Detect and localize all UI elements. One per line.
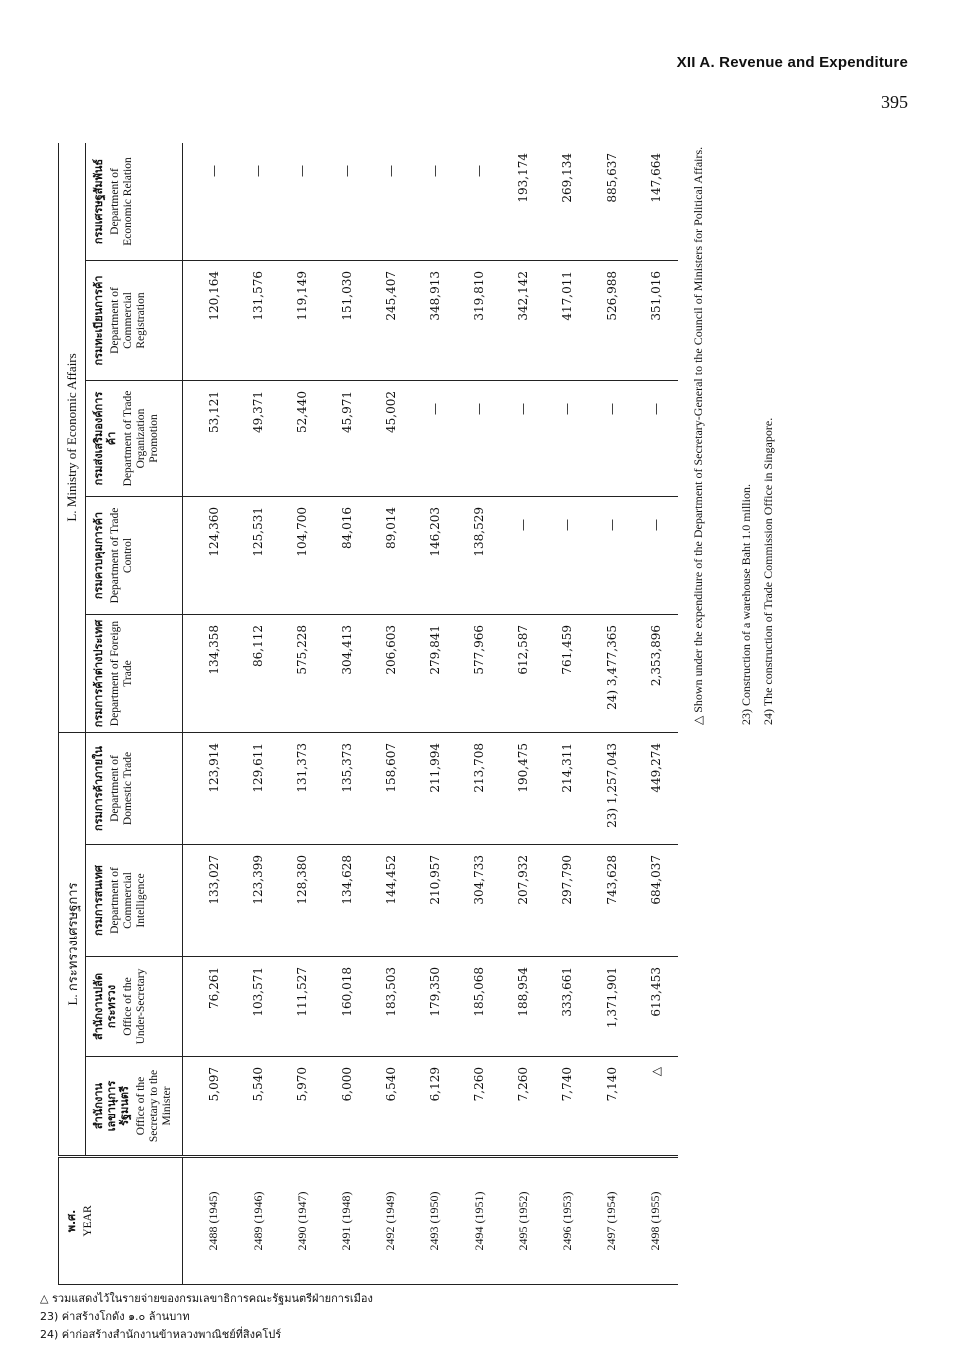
value-cell: 245,407 xyxy=(369,261,413,381)
col-thai-2: สำนักงานปลัดกระทรวง xyxy=(92,973,118,1041)
value-cell: 158,607 xyxy=(369,733,413,845)
value-cell: 6,000 xyxy=(324,1057,368,1157)
value-cell: 2,353,896 xyxy=(634,615,678,733)
col-header-7 xyxy=(86,381,183,497)
value-cell: 885,637 xyxy=(590,143,634,261)
value-cell: — xyxy=(369,143,413,261)
note-th-24: 24) ค่าก่อสร้างสำนักงานข้าหลวงพาณิชย์ที่สิงคโปร์ xyxy=(40,1328,282,1341)
col-header-3 xyxy=(86,845,183,957)
value-cell: 449,274 xyxy=(634,733,678,845)
year-cell: 2488 (1945) xyxy=(183,1157,237,1285)
value-cell: 89,014 xyxy=(369,497,413,615)
value-cell: 147,664 xyxy=(634,143,678,261)
value-cell: 151,030 xyxy=(324,261,368,381)
value-cell: 319,810 xyxy=(457,261,501,381)
value-cell: 210,957 xyxy=(413,845,457,957)
table-row xyxy=(324,143,368,1285)
col-english-6: Department of Trade Control xyxy=(109,507,134,604)
col-thai-8: กรมทะเบียนการค้า xyxy=(92,275,105,366)
col-thai-3: กรมการสนเทศ xyxy=(92,865,105,936)
value-cell: — xyxy=(183,143,237,261)
value-cell: 213,708 xyxy=(457,733,501,845)
value-cell: 5,970 xyxy=(280,1057,324,1157)
value-cell: 743,628 xyxy=(590,845,634,957)
value-cell: 86,112 xyxy=(236,615,280,733)
ministry-header-english: L. Ministry of Economic Affairs xyxy=(59,143,86,733)
value-cell: 348,913 xyxy=(413,261,457,381)
value-cell: 193,174 xyxy=(501,143,545,261)
value-cell: — xyxy=(413,381,457,497)
value-cell: 125,531 xyxy=(236,497,280,615)
value-cell: 53,121 xyxy=(183,381,237,497)
value-cell: — xyxy=(457,143,501,261)
thai-notes xyxy=(40,1290,680,1344)
value-cell: 612,587 xyxy=(501,615,545,733)
value-cell: 575,228 xyxy=(280,615,324,733)
col-header-1 xyxy=(86,1057,183,1157)
value-cell: 135,373 xyxy=(324,733,368,845)
value-cell: 211,994 xyxy=(413,733,457,845)
table-row xyxy=(634,143,678,1285)
rotated-table xyxy=(58,143,678,1285)
value-cell: 417,011 xyxy=(545,261,589,381)
value-cell: 279,841 xyxy=(413,615,457,733)
value-cell: 6,129 xyxy=(413,1057,457,1157)
col-english-3: Department of Commercial Intelligence xyxy=(109,867,147,934)
value-cell: 613,453 xyxy=(634,957,678,1057)
note-th-triangle: △ รวมแสดงไว้ในรายจ่ายของกรมเลขาธิการคณะรัฐมนตรีฝ่ายการเมือง xyxy=(40,1292,373,1305)
value-cell: 342,142 xyxy=(501,261,545,381)
value-cell: 185,068 xyxy=(457,957,501,1057)
value-cell: 120,164 xyxy=(183,261,237,381)
page-number: 395 xyxy=(881,92,908,112)
value-cell: 124,360 xyxy=(183,497,237,615)
value-cell: — xyxy=(236,143,280,261)
note-en-triangle: △ Shown under the expenditure of the Department of Secretary-General to the Council of Ministers for Political Affairs. xyxy=(691,146,705,725)
value-cell: 49,371 xyxy=(236,381,280,497)
col-thai-9: กรมเศรษฐสัมพันธ์ xyxy=(92,158,105,245)
value-cell: — xyxy=(590,381,634,497)
col-header-2 xyxy=(86,957,183,1057)
year-cell: 2495 (1952) xyxy=(501,1157,545,1285)
value-cell: 188,954 xyxy=(501,957,545,1057)
year-cell: 2494 (1951) xyxy=(457,1157,501,1285)
header-title: XII A. Revenue and Expenditure xyxy=(676,54,908,71)
ministry-header-thai: L. กระทรวงเศรษฐการ xyxy=(59,733,86,1157)
value-cell: 304,413 xyxy=(324,615,368,733)
value-cell: 84,016 xyxy=(324,497,368,615)
table-row xyxy=(413,143,457,1285)
table-row xyxy=(457,143,501,1285)
value-cell: 183,503 xyxy=(369,957,413,1057)
value-cell: 160,018 xyxy=(324,957,368,1057)
value-cell: 207,932 xyxy=(501,845,545,957)
year-header xyxy=(59,1157,183,1285)
table-row xyxy=(590,143,634,1285)
value-cell: 146,203 xyxy=(413,497,457,615)
col-thai-5: กรมการค้าต่างประเทศ xyxy=(92,619,105,728)
value-cell: 684,037 xyxy=(634,845,678,957)
value-cell: 104,700 xyxy=(280,497,324,615)
col-english-8: Department of Commercial Registration xyxy=(109,287,147,354)
year-cell: 2493 (1950) xyxy=(413,1157,457,1285)
col-english-9: Department of Economic Relation xyxy=(109,157,134,246)
col-english-4: Department of Domestic Trade xyxy=(109,751,134,826)
table-row xyxy=(501,143,545,1285)
value-cell: — xyxy=(501,497,545,615)
table-row xyxy=(236,143,280,1285)
year-cell: 2492 (1949) xyxy=(369,1157,413,1285)
col-header-6 xyxy=(86,497,183,615)
value-cell: 134,628 xyxy=(324,845,368,957)
value-cell: 129,611 xyxy=(236,733,280,845)
value-cell: 128,380 xyxy=(280,845,324,957)
value-cell: — xyxy=(324,143,368,261)
col-english-7: Department of Trade Organization Promotion xyxy=(122,390,160,487)
value-cell: 131,576 xyxy=(236,261,280,381)
value-cell: 52,440 xyxy=(280,381,324,497)
value-cell: — xyxy=(545,497,589,615)
note-en-24: 24) The construction of Trade Commission Office in Singapore. xyxy=(761,417,775,725)
col-thai-4: กรมการค้าภายใน xyxy=(92,746,105,831)
value-cell: 131,373 xyxy=(280,733,324,845)
col-thai-6: กรมควบคุมการค้า xyxy=(92,511,105,600)
col-header-9 xyxy=(86,143,183,261)
col-english-1: Office of the Secretary to the Minister xyxy=(135,1069,173,1143)
col-english-5: Department of Foreign Trade xyxy=(109,620,134,727)
value-cell: — xyxy=(634,381,678,497)
col-thai-7: กรมส่งเสริมองค์การค้า xyxy=(92,391,118,486)
value-cell: 5,097 xyxy=(183,1057,237,1157)
value-cell: 333,661 xyxy=(545,957,589,1057)
value-cell: — xyxy=(634,497,678,615)
value-cell: 7,260 xyxy=(501,1057,545,1157)
value-cell: 179,350 xyxy=(413,957,457,1057)
table-row xyxy=(369,143,413,1285)
value-cell: 123,914 xyxy=(183,733,237,845)
table-region xyxy=(58,143,678,1285)
col-header-8 xyxy=(86,261,183,381)
year-cell: 2489 (1946) xyxy=(236,1157,280,1285)
year-cell: 2490 (1947) xyxy=(280,1157,324,1285)
value-cell: 24) 3,477,365 xyxy=(590,615,634,733)
col-header-4 xyxy=(86,733,183,845)
year-header-english: YEAR xyxy=(82,1205,94,1237)
value-cell: 5,540 xyxy=(236,1057,280,1157)
value-cell: 7,140 xyxy=(590,1057,634,1157)
value-cell: 1,371,901 xyxy=(590,957,634,1057)
value-cell: 23) 1,257,043 xyxy=(590,733,634,845)
value-cell: 45,002 xyxy=(369,381,413,497)
year-header-thai: พ.ศ. xyxy=(65,1209,78,1233)
value-cell: — xyxy=(457,381,501,497)
value-cell: — xyxy=(501,381,545,497)
value-cell: 761,459 xyxy=(545,615,589,733)
english-notes xyxy=(680,143,820,1285)
value-cell: — xyxy=(280,143,324,261)
value-cell: 76,261 xyxy=(183,957,237,1057)
value-cell: 7,260 xyxy=(457,1057,501,1157)
col-header-5 xyxy=(86,615,183,733)
value-cell: 103,571 xyxy=(236,957,280,1057)
value-cell: 297,790 xyxy=(545,845,589,957)
value-cell: 133,027 xyxy=(183,845,237,957)
value-cell: 577,966 xyxy=(457,615,501,733)
table-body xyxy=(183,143,679,1285)
table-row xyxy=(183,143,237,1285)
value-cell: 123,399 xyxy=(236,845,280,957)
value-cell: 269,134 xyxy=(545,143,589,261)
note-en-23: 23) Construction of a warehouse Baht 1.0 million. xyxy=(739,484,753,725)
value-cell: 190,475 xyxy=(501,733,545,845)
year-cell: 2497 (1954) xyxy=(590,1157,634,1285)
value-cell: 206,603 xyxy=(369,615,413,733)
value-cell: 351,016 xyxy=(634,261,678,381)
year-cell: 2491 (1948) xyxy=(324,1157,368,1285)
value-cell: 6,540 xyxy=(369,1057,413,1157)
value-cell: — xyxy=(545,381,589,497)
value-cell: — xyxy=(590,497,634,615)
value-cell: △ xyxy=(634,1057,678,1157)
value-cell: 138,529 xyxy=(457,497,501,615)
value-cell: 304,733 xyxy=(457,845,501,957)
value-cell: 45,971 xyxy=(324,381,368,497)
english-notes-region xyxy=(680,143,820,1285)
value-cell: 214,311 xyxy=(545,733,589,845)
value-cell: 7,740 xyxy=(545,1057,589,1157)
expenditure-table xyxy=(58,143,678,1285)
table-row xyxy=(280,143,324,1285)
col-thai-1: สำนักงานเลขานุการรัฐมนตรี xyxy=(92,1080,131,1132)
table-row xyxy=(545,143,589,1285)
value-cell: 111,527 xyxy=(280,957,324,1057)
year-cell: 2496 (1953) xyxy=(545,1157,589,1285)
value-cell: 134,358 xyxy=(183,615,237,733)
value-cell: 119,149 xyxy=(280,261,324,381)
col-english-2: Office of the Under-Secretary xyxy=(122,968,147,1045)
year-cell: 2498 (1955) xyxy=(634,1157,678,1285)
value-cell: 526,988 xyxy=(590,261,634,381)
note-th-23: 23) ค่าสร้างโกดัง ๑.๐ ล้านบาท xyxy=(40,1310,190,1323)
value-cell: — xyxy=(413,143,457,261)
value-cell: 144,452 xyxy=(369,845,413,957)
